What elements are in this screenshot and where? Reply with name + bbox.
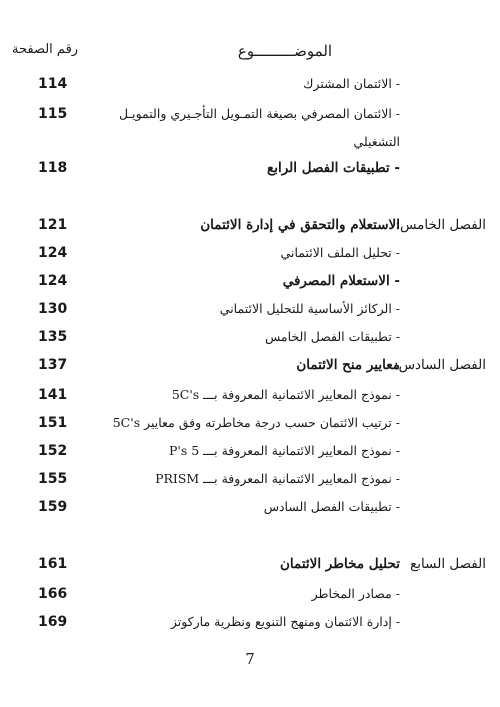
toc-entry-title: - الركائز الأساسية للتحليل الائتماني [219, 301, 400, 316]
chapter-label: الفصل السادس: [394, 357, 486, 373]
toc-row-chapter [0, 357, 500, 379]
toc-entry-title: - تطبيقات الفصل الرابع [267, 160, 400, 176]
toc-row [0, 415, 500, 437]
toc-row [0, 245, 500, 267]
toc-row [0, 329, 500, 351]
chapter-label: الفصل الخامس: [395, 217, 486, 233]
toc-row [0, 614, 500, 636]
toc-row-chapter [0, 556, 500, 578]
toc-page-number: 141 [38, 387, 68, 403]
toc-header-page-label: رقم الصفحة [12, 42, 79, 57]
toc-row [0, 499, 500, 521]
toc-row [0, 301, 500, 323]
toc-page-number: 124 [38, 245, 68, 261]
toc-entry-title: - ترتيب الائتمان حسب درجة مخاطرته وفق معايير 5C's [112, 415, 400, 430]
toc-row [0, 387, 500, 409]
toc-page-number: 155 [38, 471, 68, 487]
toc-entry-title: - مصادر المخاطر [311, 586, 400, 601]
toc-entry-title: - نموذج المعايير الائتمانية المعروفة بـــ 5 P's [168, 443, 400, 458]
toc-row [0, 76, 500, 98]
toc-entry-title: التشغيلي [353, 134, 400, 149]
toc-entry-title: - تطبيقات الفصل الخامس [264, 329, 400, 344]
toc-page-number: 152 [38, 443, 68, 459]
toc-page-number: 114 [38, 76, 68, 92]
toc-row [0, 443, 500, 465]
toc-page-number: 169 [38, 614, 68, 630]
toc-entry-title: - تطبيقات الفصل السادس [263, 499, 400, 514]
toc-page-number: 166 [38, 586, 68, 602]
toc-entry-title: - تحليل الملف الائتماني [280, 245, 400, 260]
toc-page-number: 118 [38, 160, 68, 176]
toc-row [0, 134, 500, 156]
toc-page-number: 130 [38, 301, 68, 317]
toc-page-number: 159 [38, 499, 68, 515]
chapter-label: الفصل السابع [410, 556, 486, 572]
chapter-title: تحليل مخاطر الائتمان [279, 556, 400, 572]
toc-entry-title: - الائتمان المصرفي بصيغة التمـويل التأجـيري والتمويـل [118, 106, 400, 121]
chapter-title: الاستعلام والتحقق في إدارة الائتمان [200, 217, 400, 233]
toc-page-number: 124 [38, 273, 68, 289]
toc-row-chapter [0, 217, 500, 239]
toc-entry-title: - الائتمان المشترك [303, 76, 400, 91]
toc-entry-title: - نموذج المعايير الائتمانية المعروفة بـــ PRISM [155, 471, 400, 486]
toc-row [0, 586, 500, 608]
toc-page-number: 135 [38, 329, 68, 345]
toc-page-number: 151 [38, 415, 68, 431]
toc-entry-title: - الاستعلام المصرفي [282, 273, 400, 289]
toc-row [0, 471, 500, 493]
toc-entry-title: - نموذج المعايير الائتمانية المعروفة بـــ 5C's [171, 387, 400, 402]
toc-entry-title: - إدارة الائتمان ومنهج التنويع ونظرية ماركوتز [170, 614, 400, 629]
toc-row [0, 160, 500, 182]
toc-page-number: 161 [38, 556, 68, 572]
toc-header-topic-label: الموضـــــــــوع [237, 42, 333, 60]
toc-page-number: 121 [38, 217, 68, 233]
toc-page-number: 137 [38, 357, 68, 373]
chapter-title: معايير منح الائتمان [296, 357, 400, 373]
toc-page-number: 115 [38, 106, 68, 122]
page-number-footer: 7 [245, 650, 255, 668]
toc-row [0, 273, 500, 295]
toc-row [0, 106, 500, 128]
